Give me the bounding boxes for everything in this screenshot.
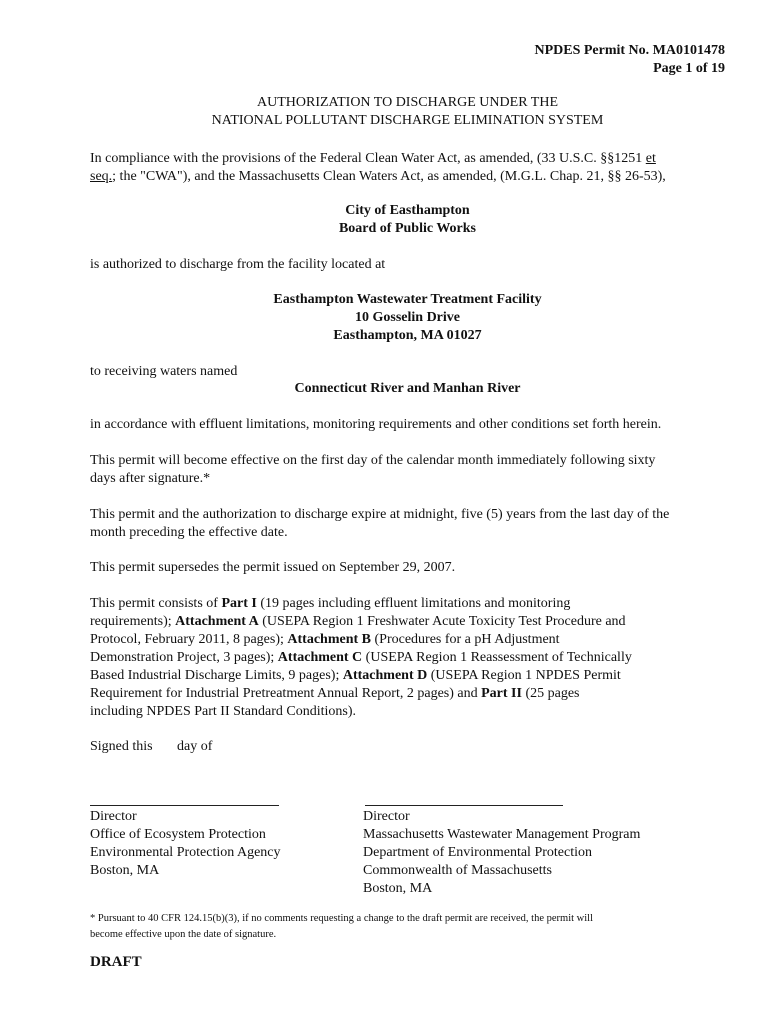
title-line-2: NATIONAL POLLUTANT DISCHARGE ELIMINATION SYSTEM	[211, 113, 604, 128]
draft-label: DRAFT	[90, 954, 142, 970]
signatory-line: Massachusetts Wastewater Management Program	[363, 827, 641, 842]
contents-line-5	[90, 667, 735, 685]
expiration-line-1: This permit and the authorization to discharge expire at midnight, five (5) years from the last day of the	[90, 507, 670, 522]
facility-name: Easthampton Wastewater Treatment Facility	[273, 292, 542, 307]
attachment-d-label: Attachment D	[342, 668, 428, 683]
signatory-line: Director	[90, 809, 137, 824]
part-i-label: Part I	[221, 596, 257, 611]
receiving-waters-label: to receiving waters named	[90, 364, 238, 379]
facility-city: Easthampton, MA 01027	[333, 328, 482, 343]
signatory-line: Boston, MA	[363, 881, 433, 896]
footnote-line-1: * Pursuant to 40 CFR 124.15(b)(3), if no comments requesting a change to the draft permit are received, the permit will	[90, 913, 593, 924]
contents-line-6	[90, 685, 735, 703]
accordance-text: in accordance with effluent limitations, monitoring requirements and other conditions set forth herein.	[90, 417, 662, 432]
contents-text: Protocol, February 2011, 8 pages);	[90, 632, 288, 647]
contents-text: requirements);	[90, 614, 176, 629]
authorized-text: is authorized to discharge from the facility located at	[90, 257, 386, 272]
contents-text: Demonstration Project, 3 pages);	[90, 650, 278, 665]
attachment-c-label: Attachment C	[277, 650, 363, 665]
contents-text: (USEPA Region 1 Reassessment of Technically	[362, 650, 632, 665]
contents-line-3	[90, 631, 735, 649]
attachment-b-label: Attachment B	[287, 632, 371, 647]
day-of-label: day of	[177, 739, 213, 754]
contents-line-7: including NPDES Part II Standard Conditions).	[90, 704, 356, 719]
contents-text: (USEPA Region 1 Freshwater Acute Toxicity Test Procedure and	[258, 614, 626, 629]
contents-text: Requirement for Industrial Pretreatment Annual Report, 2 pages) and	[90, 686, 482, 701]
contents-line-4	[90, 649, 735, 667]
epa-signature-line	[90, 805, 279, 806]
part-ii-label: Part II	[481, 686, 522, 701]
supersedes-text: This permit supersedes the permit issued on September 29, 2007.	[90, 560, 456, 575]
permittee-department: Board of Public Works	[338, 221, 477, 236]
attachment-a-label: Attachment A	[175, 614, 259, 629]
contents-line-1	[90, 595, 735, 613]
contents-text: (Procedures for a pH Adjustment	[371, 632, 560, 647]
compliance-line-1	[90, 150, 730, 168]
signatory-line: Department of Environmental Protection	[363, 845, 592, 860]
facility-street: 10 Gosselin Drive	[355, 310, 460, 325]
contents-text: (USEPA Region 1 NPDES Permit	[427, 668, 621, 683]
signatory-line: Office of Ecosystem Protection	[90, 827, 266, 842]
massdep-signature-line	[365, 805, 563, 806]
contents-text: This permit consists of	[90, 596, 222, 611]
receiving-waters-name: Connecticut River and Manhan River	[294, 381, 521, 396]
compliance-text-1: In compliance with the provisions of the Federal Clean Water Act, as amended, (33 U.S.C. §§1251	[90, 151, 646, 166]
signatory-line: Boston, MA	[90, 863, 160, 878]
contents-line-2	[90, 613, 735, 631]
contents-text: Based Industrial Discharge Limits, 9 pages);	[90, 668, 343, 683]
title-line-1: AUTHORIZATION TO DISCHARGE UNDER THE	[257, 95, 558, 110]
compliance-et: et	[645, 151, 656, 166]
signed-this-label: Signed this	[90, 739, 153, 754]
footnote-line-2: become effective upon the date of signature.	[90, 929, 277, 940]
permittee-name: City of Easthampton	[345, 203, 470, 218]
compliance-seq: seq.	[90, 169, 113, 184]
compliance-text-2: ; the "CWA"), and the Massachusetts Clean Waters Act, as amended, (M.G.L. Chap. 21, §§ 26-53),	[112, 169, 666, 184]
signatory-line: Commonwealth of Massachusetts	[363, 863, 552, 878]
effective-line-2: days after signature.*	[90, 471, 211, 486]
expiration-line-2: month preceding the effective date.	[90, 525, 288, 540]
contents-text: (19 pages including effluent limitations and monitoring	[256, 596, 571, 611]
signatory-line: Director	[363, 809, 410, 824]
compliance-line-2	[90, 168, 730, 186]
effective-line-1: This permit will become effective on the first day of the calendar month immediately following sixty	[90, 453, 656, 468]
contents-text: (25 pages	[521, 686, 580, 701]
signatory-line: Environmental Protection Agency	[90, 845, 281, 860]
page-number: Page 1 of 19	[653, 61, 725, 76]
permit-number: NPDES Permit No. MA0101478	[534, 43, 725, 58]
